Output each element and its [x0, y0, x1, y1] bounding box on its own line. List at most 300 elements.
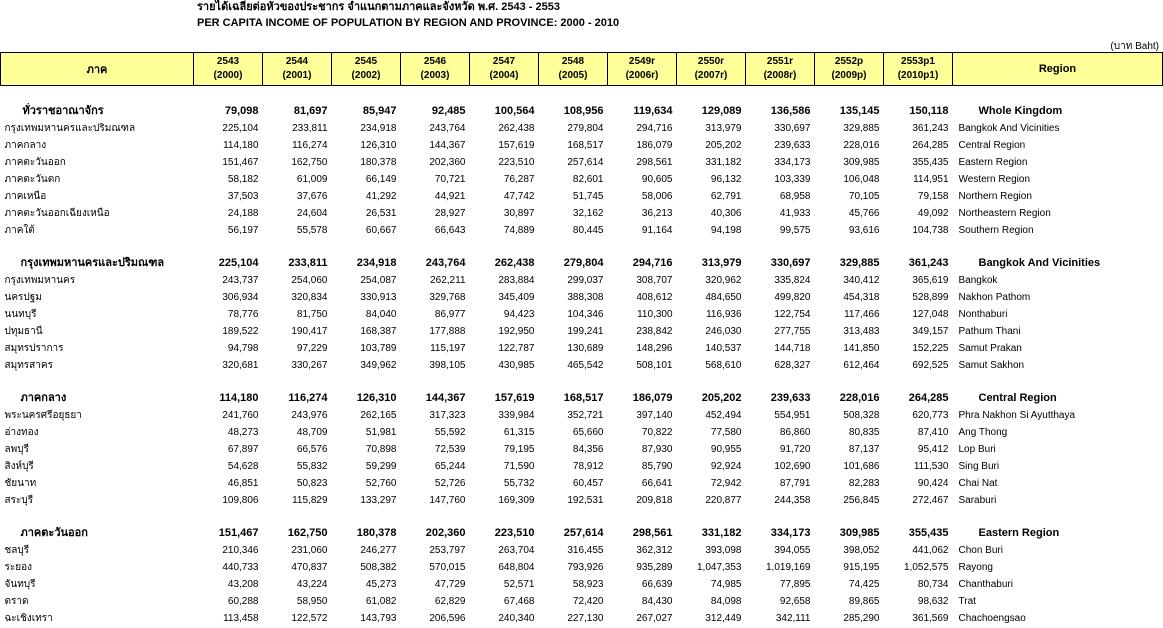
row-label-english: Trat [958, 596, 976, 607]
table-row [1, 323, 1163, 340]
value-cell: 441,062 [912, 545, 949, 556]
value-cell: 37,676 [296, 191, 328, 202]
value-cell: 110,300 [637, 309, 673, 320]
value-cell: 499,820 [774, 292, 811, 303]
value-cell: 454,318 [843, 292, 880, 303]
value-cell: 84,430 [641, 596, 673, 607]
row-label-english: Samut Sakhon [958, 360, 1025, 371]
value-cell: 70,105 [848, 191, 880, 202]
title-thai: รายได้เฉลี่ยต่อหัวของประชากร จำแนกตามภาคและจังหวัด พ.ศ. 2543 - 2553 [197, 1, 560, 13]
value-cell: 135,145 [839, 105, 880, 117]
value-cell: 70,721 [434, 174, 466, 185]
value-cell: 239,633 [770, 392, 811, 404]
value-cell: 330,697 [774, 123, 811, 134]
section-total-row [1, 390, 1163, 407]
value-cell: 47,742 [503, 191, 535, 202]
row-label-thai: ภาคใต้ [4, 225, 35, 236]
row-label-thai: นครปฐม [4, 292, 42, 303]
value-cell: 91,164 [641, 225, 673, 236]
value-cell: 180,378 [360, 157, 397, 168]
value-cell: 55,578 [296, 225, 328, 236]
row-label-thai: ภาคตะวันตก [4, 174, 61, 185]
value-cell: 49,092 [917, 208, 949, 219]
value-cell: 87,410 [917, 427, 949, 438]
header-year-be: 2543 [216, 56, 240, 67]
value-cell: 243,764 [429, 123, 466, 134]
value-cell: 102,690 [774, 461, 811, 472]
value-cell: 361,569 [912, 613, 949, 624]
value-cell: 267,027 [636, 613, 673, 624]
value-cell: 94,198 [710, 225, 742, 236]
header-year-ce: (2008r) [763, 70, 797, 81]
value-cell: 108,956 [563, 105, 604, 117]
row-label-thai: ชัยนาท [4, 478, 37, 489]
value-cell: 393,098 [705, 545, 742, 556]
value-cell: 97,229 [296, 343, 328, 354]
value-cell: 95,412 [917, 444, 949, 455]
value-cell: 45,766 [848, 208, 880, 219]
spacer-row [1, 509, 1163, 525]
value-cell: 294,716 [636, 123, 673, 134]
table-row [1, 340, 1163, 357]
value-cell: 78,776 [227, 309, 259, 320]
value-cell: 32,162 [572, 208, 604, 219]
header-year-ce: (2010p1) [897, 70, 939, 81]
value-cell: 157,619 [494, 392, 535, 404]
row-label-english: Central Region [958, 140, 1026, 151]
header-year-be: 2553p1 [901, 56, 935, 67]
value-cell: 246,030 [705, 326, 742, 337]
value-cell: 104,346 [567, 309, 604, 320]
value-cell: 361,243 [912, 123, 949, 134]
value-cell: 220,877 [705, 495, 742, 506]
value-cell: 52,760 [365, 478, 397, 489]
value-cell: 61,315 [503, 427, 535, 438]
row-label-english: Southern Region [958, 225, 1034, 236]
value-cell: 243,764 [425, 257, 466, 269]
value-cell: 60,288 [227, 596, 259, 607]
value-cell: 168,517 [563, 392, 604, 404]
value-cell: 223,510 [494, 527, 535, 539]
value-cell: 299,037 [567, 275, 604, 286]
value-cell: 87,137 [848, 444, 880, 455]
value-cell: 127,048 [912, 309, 949, 320]
value-cell: 199,241 [567, 326, 604, 337]
value-cell: 331,182 [705, 157, 742, 168]
value-cell: 48,709 [296, 427, 328, 438]
value-cell: 309,985 [839, 527, 880, 539]
row-label-english: Central Region [978, 392, 1057, 404]
value-cell: 398,105 [429, 360, 466, 371]
value-cell: 151,467 [218, 527, 259, 539]
table-row [1, 458, 1163, 475]
value-cell: 99,575 [779, 225, 811, 236]
value-cell: 169,309 [498, 495, 535, 506]
value-cell: 54,628 [227, 461, 259, 472]
table-row [1, 576, 1163, 593]
row-label-thai: กรุงเทพมหานครและปริมณฑล [20, 257, 165, 269]
row-label-thai: ภาคตะวันออกเฉียงเหนือ [4, 208, 110, 219]
value-cell: 81,697 [293, 105, 328, 117]
value-cell: 52,726 [434, 478, 466, 489]
table-row [1, 306, 1163, 323]
row-label-thai: ตราด [4, 596, 29, 607]
value-cell: 330,267 [291, 360, 328, 371]
table-row [1, 542, 1163, 559]
value-cell: 162,750 [291, 157, 328, 168]
row-label-thai: พระนครศรีอยุธยา [4, 410, 82, 421]
value-cell: 86,977 [434, 309, 466, 320]
value-cell: 85,947 [362, 105, 397, 117]
value-cell: 74,985 [710, 579, 742, 590]
row-label-english: Bangkok And Vicinities [958, 123, 1060, 134]
table-row [1, 407, 1163, 424]
value-cell: 79,195 [503, 444, 535, 455]
value-cell: 90,605 [641, 174, 673, 185]
value-cell: 111,530 [913, 461, 949, 472]
value-cell: 313,979 [701, 257, 742, 269]
row-label-english: Chanthaburi [958, 579, 1013, 590]
value-cell: 335,824 [774, 275, 811, 286]
value-cell: 116,274 [288, 392, 328, 404]
spacer-cell [1, 509, 1163, 525]
row-label-english: Phra Nakhon Si Ayutthaya [958, 410, 1076, 421]
value-cell: 140,537 [705, 343, 742, 354]
table-row [1, 289, 1163, 306]
value-cell: 72,942 [710, 478, 742, 489]
row-label-english: Eastern Region [958, 157, 1028, 168]
value-cell: 362,312 [636, 545, 673, 556]
value-cell: 508,101 [636, 360, 673, 371]
header-year-be: 2544 [285, 56, 309, 67]
spacer-row [1, 86, 1163, 104]
value-cell: 189,522 [222, 326, 259, 337]
value-cell: 61,009 [296, 174, 328, 185]
spacer-row [1, 374, 1163, 390]
value-cell: 101,686 [843, 461, 880, 472]
value-cell: 233,811 [288, 257, 328, 269]
value-cell: 241,760 [222, 410, 259, 421]
value-cell: 48,273 [227, 427, 259, 438]
value-cell: 94,798 [227, 343, 259, 354]
value-cell: 620,773 [912, 410, 949, 421]
value-cell: 309,985 [843, 157, 880, 168]
value-cell: 143,793 [360, 613, 397, 624]
value-cell: 70,822 [641, 427, 673, 438]
header-year-be: 2548 [561, 56, 585, 67]
value-cell: 528,899 [912, 292, 949, 303]
value-cell: 263,704 [498, 545, 535, 556]
value-cell: 56,197 [227, 225, 259, 236]
value-cell: 91,720 [779, 444, 811, 455]
value-cell: 398,052 [843, 545, 880, 556]
value-cell: 192,531 [567, 495, 604, 506]
value-cell: 40,306 [710, 208, 742, 219]
value-cell: 243,737 [222, 275, 259, 286]
table-row [1, 272, 1163, 289]
value-cell: 316,455 [567, 545, 604, 556]
value-cell: 257,614 [563, 527, 604, 539]
row-label-english: Pathum Thani [958, 326, 1021, 337]
table-row [1, 492, 1163, 509]
value-cell: 114,180 [219, 392, 259, 404]
value-cell: 264,285 [908, 392, 949, 404]
value-cell: 234,918 [360, 123, 397, 134]
value-cell: 225,104 [218, 257, 259, 269]
value-cell: 256,845 [843, 495, 880, 506]
value-cell: 202,360 [429, 157, 466, 168]
value-cell: 45,273 [365, 579, 397, 590]
value-cell: 86,860 [779, 427, 811, 438]
value-cell: 190,417 [291, 326, 328, 337]
value-cell: 37,503 [227, 191, 259, 202]
row-label-thai: จันทบุรี [4, 579, 36, 590]
table-body [1, 86, 1163, 628]
section-total-row [1, 255, 1163, 272]
table-row [1, 188, 1163, 205]
spacer-row [1, 239, 1163, 255]
value-cell: 76,287 [503, 174, 535, 185]
header-year-1 [263, 53, 332, 86]
value-cell: 70,898 [365, 444, 397, 455]
row-label-thai: ภาคกลาง [20, 392, 67, 404]
value-cell: 233,811 [292, 123, 328, 134]
table-row [1, 610, 1163, 627]
header-year-2 [332, 53, 401, 86]
value-cell: 508,382 [360, 562, 397, 573]
table-row [1, 559, 1163, 576]
value-cell: 103,339 [774, 174, 811, 185]
row-label-thai: ระยอง [4, 562, 32, 573]
value-cell: 339,984 [498, 410, 535, 421]
value-cell: 345,409 [498, 292, 535, 303]
value-cell: 114,951 [913, 174, 949, 185]
value-cell: 92,924 [710, 461, 742, 472]
value-cell: 312,449 [705, 613, 742, 624]
table-row [1, 120, 1163, 137]
value-cell: 430,985 [498, 360, 535, 371]
value-cell: 465,542 [567, 360, 604, 371]
value-cell: 92,485 [431, 105, 466, 117]
value-cell: 205,202 [705, 140, 742, 151]
value-cell: 116,274 [292, 140, 328, 151]
table-row [1, 171, 1163, 188]
value-cell: 144,367 [425, 392, 466, 404]
value-cell: 68,958 [779, 191, 811, 202]
value-cell: 84,040 [365, 309, 397, 320]
value-cell: 234,918 [356, 257, 397, 269]
value-cell: 150,118 [909, 105, 949, 117]
value-cell: 349,962 [360, 360, 397, 371]
value-cell: 329,885 [839, 257, 880, 269]
value-cell: 74,889 [503, 225, 535, 236]
value-cell: 313,979 [705, 123, 742, 134]
value-cell: 262,438 [498, 123, 535, 134]
value-cell: 66,639 [641, 579, 673, 590]
table-row [1, 357, 1163, 374]
value-cell: 58,923 [572, 579, 604, 590]
value-cell: 452,494 [705, 410, 742, 421]
value-cell: 228,016 [843, 140, 880, 151]
spacer-cell [1, 374, 1163, 390]
value-cell: 210,346 [222, 545, 259, 556]
value-cell: 157,619 [498, 140, 535, 151]
table-row [1, 441, 1163, 458]
value-cell: 60,667 [365, 225, 397, 236]
row-label-thai: สมุทรปราการ [4, 343, 64, 354]
row-label-thai: ฉะเชิงเทรา [4, 613, 53, 624]
table-row [1, 137, 1163, 154]
value-cell: 58,006 [641, 191, 673, 202]
value-cell: 257,614 [567, 157, 604, 168]
value-cell: 202,360 [425, 527, 466, 539]
value-cell: 253,797 [429, 545, 466, 556]
row-label-thai: นนทบุรี [4, 309, 37, 320]
table-row [1, 222, 1163, 239]
value-cell: 793,926 [567, 562, 604, 573]
value-cell: 915,195 [843, 562, 880, 573]
row-label-thai: สิงห์บุรี [4, 461, 34, 472]
value-cell: 66,576 [296, 444, 328, 455]
value-cell: 92,658 [779, 596, 811, 607]
value-cell: 113,458 [223, 613, 259, 624]
value-cell: 231,060 [291, 545, 328, 556]
value-cell: 648,804 [498, 562, 535, 573]
value-cell: 408,612 [636, 292, 673, 303]
row-label-english: Nakhon Pathom [958, 292, 1031, 303]
spacer-cell [1, 239, 1163, 255]
header-year-ce: (2001) [282, 70, 312, 81]
value-cell: 94,423 [503, 309, 535, 320]
value-cell: 254,087 [360, 275, 397, 286]
value-cell: 361,243 [908, 257, 949, 269]
value-cell: 93,616 [848, 225, 880, 236]
value-cell: 84,356 [572, 444, 604, 455]
value-cell: 50,823 [296, 478, 328, 489]
value-cell: 58,950 [296, 596, 328, 607]
row-label-thai: ชลบุรี [4, 545, 30, 556]
value-cell: 570,015 [429, 562, 466, 573]
section-total-row [1, 525, 1163, 542]
row-label-english: Northern Region [958, 191, 1032, 202]
value-cell: 82,601 [572, 174, 604, 185]
value-cell: 41,933 [779, 208, 811, 219]
value-cell: 355,435 [912, 157, 949, 168]
header-year-3 [401, 53, 470, 86]
value-cell: 329,768 [429, 292, 466, 303]
header-row [1, 53, 1163, 86]
value-cell: 340,412 [843, 275, 880, 286]
value-cell: 147,760 [429, 495, 466, 506]
value-cell: 152,225 [912, 343, 949, 354]
row-label-thai: ภาคตะวันออก [4, 157, 66, 168]
value-cell: 262,438 [494, 257, 535, 269]
value-cell: 298,561 [636, 157, 673, 168]
value-cell: 935,289 [636, 562, 673, 573]
value-cell: 440,733 [222, 562, 259, 573]
row-label-thai: ทั่วราชอาณาจักร [22, 105, 104, 117]
header-region-thai: ภาค [1, 53, 194, 86]
value-cell: 141,850 [843, 343, 880, 354]
value-cell: 225,104 [222, 123, 259, 134]
value-cell: 329,885 [843, 123, 880, 134]
value-cell: 334,173 [774, 157, 811, 168]
value-cell: 55,732 [503, 478, 535, 489]
value-cell: 65,660 [572, 427, 604, 438]
value-cell: 65,244 [434, 461, 466, 472]
value-cell: 90,955 [710, 444, 742, 455]
value-cell: 283,884 [498, 275, 535, 286]
header-year-8 [746, 53, 815, 86]
value-cell: 122,754 [774, 309, 811, 320]
title-block [197, 0, 619, 32]
value-cell: 126,310 [360, 140, 397, 151]
value-cell: 243,976 [291, 410, 328, 421]
value-cell: 330,697 [770, 257, 811, 269]
value-cell: 1,052,575 [904, 562, 949, 573]
value-cell: 484,650 [705, 292, 742, 303]
value-cell: 43,208 [227, 579, 259, 590]
value-cell: 144,367 [429, 140, 466, 151]
value-cell: 349,157 [912, 326, 949, 337]
value-cell: 89,865 [848, 596, 880, 607]
value-cell: 62,791 [710, 191, 742, 202]
value-cell: 192,950 [498, 326, 535, 337]
value-cell: 96,132 [710, 174, 742, 185]
header-year-ce: (2002) [351, 70, 381, 81]
row-label-thai: ภาคเหนือ [4, 191, 47, 202]
header-year-9 [815, 53, 884, 86]
value-cell: 692,525 [912, 360, 949, 371]
row-label-thai: ปทุมธานี [4, 326, 43, 337]
value-cell: 277,755 [774, 326, 811, 337]
value-cell: 80,445 [572, 225, 604, 236]
value-cell: 41,292 [365, 191, 397, 202]
value-cell: 180,378 [356, 527, 397, 539]
value-cell: 78,912 [572, 461, 604, 472]
value-cell: 227,130 [567, 613, 604, 624]
value-cell: 628,327 [774, 360, 811, 371]
value-cell: 106,048 [843, 174, 880, 185]
value-cell: 136,586 [770, 105, 811, 117]
value-cell: 279,804 [563, 257, 604, 269]
header-year-ce: (2009p) [831, 70, 867, 81]
row-label-english: Northeastern Region [958, 208, 1051, 219]
value-cell: 51,745 [572, 191, 604, 202]
value-cell: 238,842 [636, 326, 673, 337]
value-cell: 26,531 [365, 208, 397, 219]
table-row [1, 154, 1163, 171]
row-label-english: Lop Buri [958, 444, 996, 455]
value-cell: 1,019,169 [766, 562, 811, 573]
value-cell: 177,888 [429, 326, 466, 337]
value-cell: 109,806 [222, 495, 259, 506]
value-cell: 62,829 [434, 596, 466, 607]
row-label-english: Chon Buri [958, 545, 1003, 556]
row-label-english: Bangkok [958, 275, 998, 286]
row-label-thai: ภาคกลาง [4, 140, 47, 151]
header-year-be: 2550r [697, 56, 725, 67]
unit-label: (บาท Baht) [1110, 41, 1159, 52]
value-cell: 186,079 [636, 140, 673, 151]
table-row [1, 424, 1163, 441]
value-cell: 44,921 [434, 191, 466, 202]
row-label-english: Sing Buri [958, 461, 1000, 472]
value-cell: 240,340 [498, 613, 535, 624]
value-cell: 254,060 [291, 275, 328, 286]
value-cell: 228,016 [839, 392, 880, 404]
value-cell: 148,296 [636, 343, 673, 354]
